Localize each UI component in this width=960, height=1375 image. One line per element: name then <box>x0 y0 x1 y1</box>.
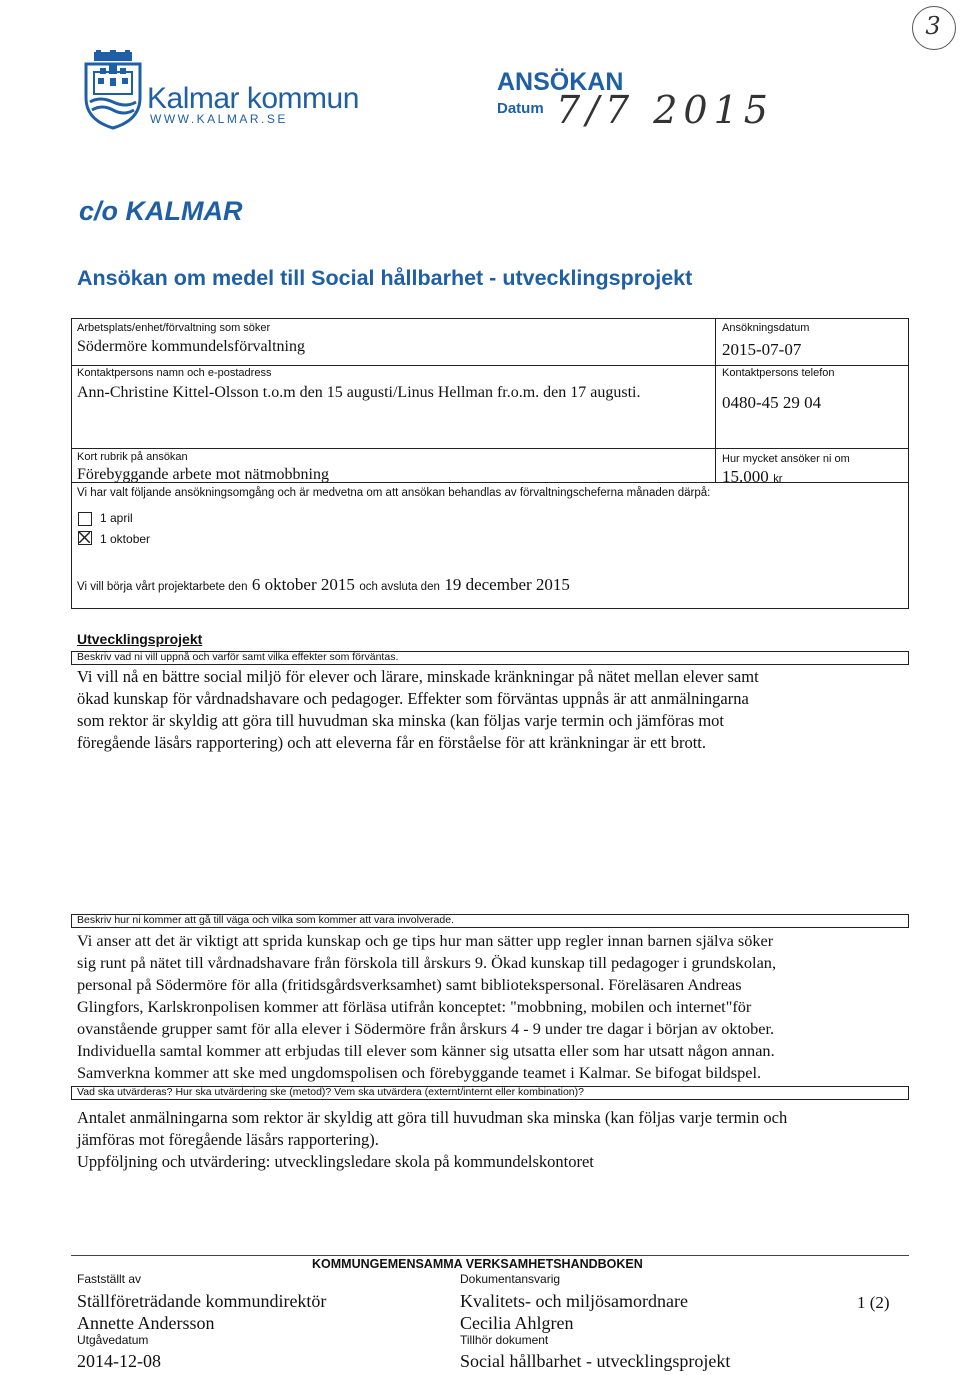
co-kalmar-logo: c/o KALMAR <box>79 196 243 226</box>
method-line: Vi anser att det är viktigt att sprida kunskap och ge tips hur man sätter upp regler innan barnen själva söker <box>77 931 774 950</box>
round-statement: Vi har valt följande ansökningsomgång och är medvetna om att ansökan behandlas av förvaltningscheferna månaden därpå: <box>77 487 711 499</box>
date-handwritten: 7/7 2015 <box>556 88 774 132</box>
application-date-value: 2015-07-07 <box>722 340 802 359</box>
kalmar-coat-of-arms-logo <box>80 50 146 130</box>
method-line: ovanstående grupper samt för alla elever i Södermöre från årskurs 4 - 9 under tre dagar i början av oktober. <box>77 1019 775 1038</box>
evaluation-label: Vad ska utvärderas? Hur ska utvärdering ske (metod)? Vem ska utvärdera (externt/internt eller kombination)? <box>77 1086 584 1098</box>
established-by-value: Ställföreträdande kommundirektör <box>77 1291 327 1311</box>
amount-value: 15.000 <box>722 467 769 486</box>
method-line: Samverkna kommer att ske med ungdomspolisen och förebyggande teamet i Kalmar. Se bifogat bildspel. <box>77 1063 762 1082</box>
check-x-icon <box>79 532 90 543</box>
option-april-checkbox[interactable] <box>78 512 92 526</box>
handbook-title: KOMMUNGEMENSAMMA VERKSAMHETSHANDBOKEN <box>312 1257 643 1271</box>
project-end-value: 19 december 2015 <box>444 575 570 594</box>
short-title-label: Kort rubrik på ansökan <box>77 451 188 463</box>
contact-phone-value: 0480-45 29 04 <box>722 393 822 412</box>
evaluation-line: jämföras mot föregående läsårs rapportering). <box>77 1130 379 1149</box>
amount-field <box>722 467 782 487</box>
workplace-value: Södermöre kommundelsförvaltning <box>77 338 305 355</box>
project-end-prefix: och avsluta den <box>359 581 440 593</box>
issue-date-label: Utgåvedatum <box>77 1333 149 1347</box>
doc-responsible-value: Kvalitets- och miljösamordnare <box>460 1291 688 1311</box>
project-start-value: 6 oktober 2015 <box>251 575 355 594</box>
method-line: personal på Södermöre för alla (fritidsgårdsverksamhet) samt bibliotekspersonal. Föreläsaren Andreas <box>77 975 742 994</box>
page-number-mark: 3 <box>925 12 941 40</box>
goals-line: som rektor är skyldig att göra till huvudman ska minska (kan följas varje termin och jämföras mot <box>77 711 725 730</box>
doc-responsible-name: Cecilia Ahlgren <box>460 1313 574 1333</box>
goals-line: ökad kunskap för vårdnadshavare och pedagoger. Effekter som förväntas uppnås är att anmälningarna <box>77 689 749 708</box>
application-date-label: Ansökningsdatum <box>722 322 810 334</box>
option-october-label: 1 oktober <box>100 532 151 546</box>
method-label: Beskriv hur ni kommer att gå till väga och vilka som kommer att vara involverade. <box>77 914 454 926</box>
option-april-label: 1 april <box>100 511 133 525</box>
evaluation-line: Antalet anmälningarna som rektor är skyldig att göra till huvudman ska minska (kan följas varje termin och <box>77 1108 788 1127</box>
contact-phone-label: Kontaktpersons telefon <box>722 367 835 379</box>
goals-line: Vi vill nå en bättre social miljö för elever och lärare, minskade kränkningar på nätet mellan elever samt <box>77 667 759 686</box>
development-heading: Utvecklingsprojekt <box>77 631 203 647</box>
workplace-label: Arbetsplats/enhet/förvaltning som söker <box>77 322 271 334</box>
goals-text <box>77 666 759 754</box>
belongs-to-value: Social hållbarhet - utvecklingsprojekt <box>460 1351 731 1371</box>
amount-label: Hur mycket ansöker ni om <box>722 453 850 465</box>
page-title: Ansökan om medel till Social hållbarhet - utvecklingsprojekt <box>77 266 693 290</box>
belongs-to-label: Tillhör dokument <box>460 1333 549 1347</box>
doc-type-title: ANSÖKAN <box>497 68 624 96</box>
org-name: Kalmar kommun <box>147 82 359 115</box>
method-line: Glingfors, Karlskronpolisen kommer att förläsa utifrån konceptet: "mobbning, mobilen och internet"för <box>77 997 752 1016</box>
doc-responsible-label: Dokumentansvarig <box>460 1272 561 1286</box>
evaluation-text <box>77 1107 787 1173</box>
established-by-label: Fastställt av <box>77 1272 142 1286</box>
established-by-name: Annette Andersson <box>77 1313 215 1333</box>
goals-label: Beskriv vad ni vill uppnå och varför samt vilka effekter som förväntas. <box>77 651 399 663</box>
page-indicator: 1 (2) <box>857 1293 890 1312</box>
project-start-prefix: Vi vill börja vårt projektarbete den <box>77 581 248 593</box>
method-line: Individuella samtal kommer att erbjudas till elever som känner sig utsatta eller som har utsatt någon annan. <box>77 1041 775 1060</box>
org-url: WWW.KALMAR.SE <box>150 112 288 126</box>
evaluation-line: Uppföljning och utvärdering: utvecklingsledare skola på kommundelskontoret <box>77 1152 594 1171</box>
project-period <box>77 575 570 595</box>
goals-line: föregående läsårs rapportering) och att eleverna får en förståelse för att kränkningar är ett brott. <box>77 733 706 752</box>
date-label: Datum <box>497 100 544 117</box>
method-line: sig runt på nätet till vårdnadshavare från förskola till årskurs 9. Ökad kunskap till pedagoger i grundskolan, <box>77 953 777 972</box>
option-october-checkbox[interactable] <box>78 531 92 545</box>
amount-unit: kr <box>773 473 783 485</box>
issue-date-value: 2014-12-08 <box>77 1351 161 1371</box>
method-text <box>77 930 776 1084</box>
contact-value: Ann-Christine Kittel-Olsson t.o.m den 15 augusti/Linus Hellman fr.o.m. den 17 augusti. <box>77 384 641 401</box>
contact-label: Kontaktpersons namn och e-postadress <box>77 367 272 379</box>
short-title-value: Förebyggande arbete mot nätmobbning <box>77 466 329 483</box>
